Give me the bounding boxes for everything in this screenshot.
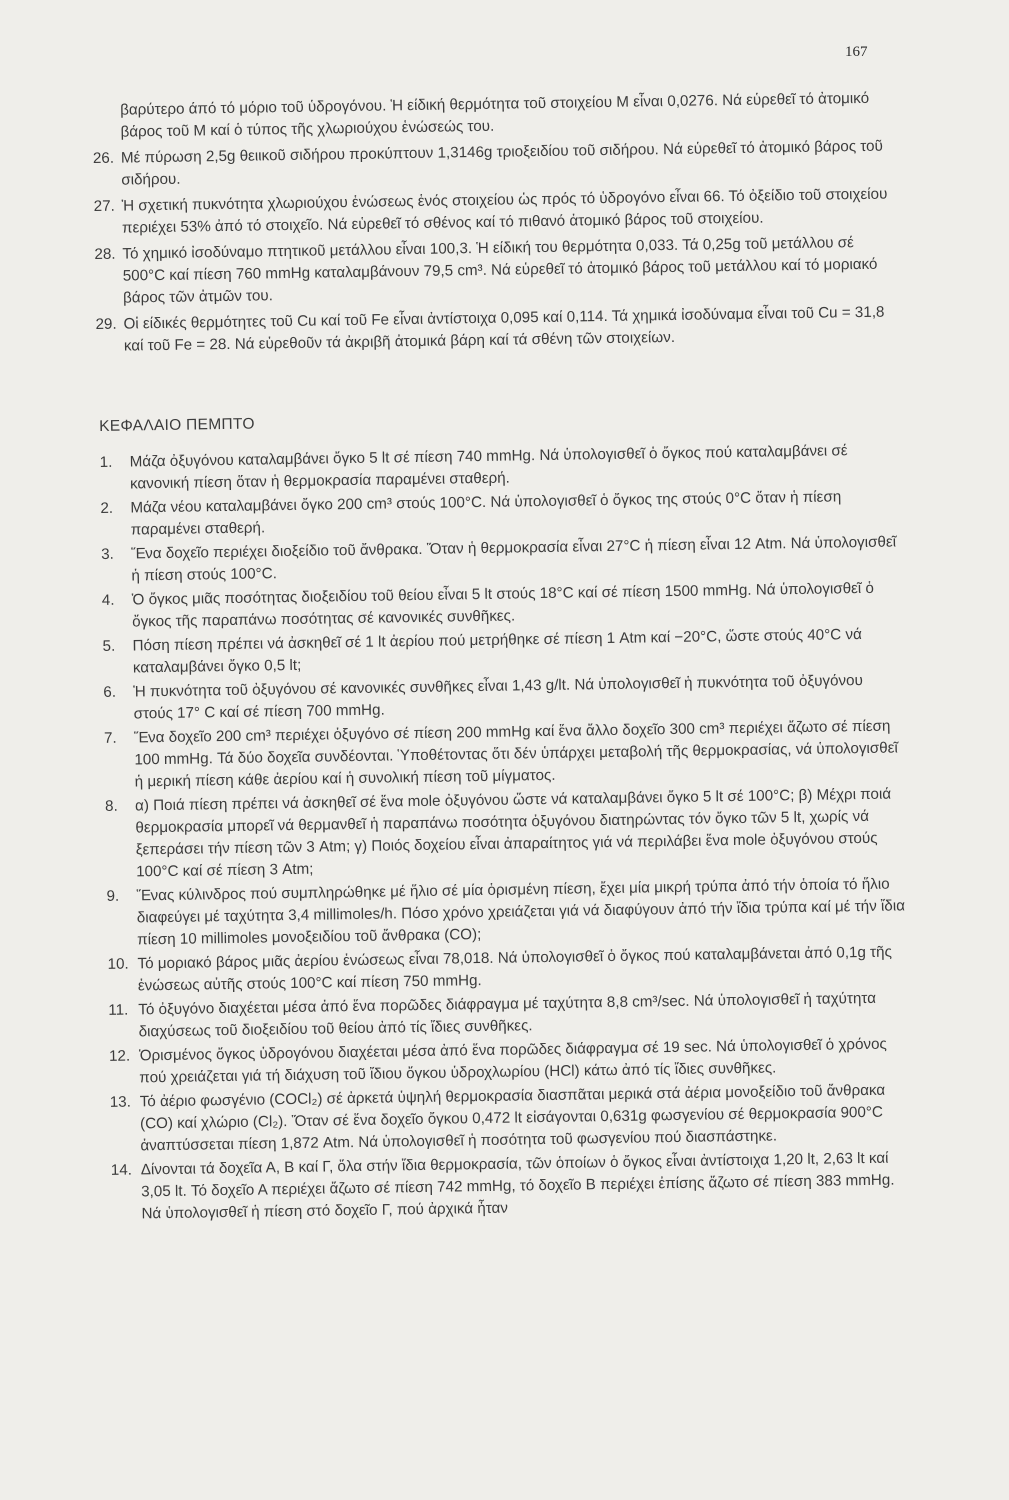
exercise-number: 26.: [92, 149, 115, 168]
exercise-text: α) Ποιά πίεση πρέπει νά ἀσκηθεῖ σέ ἕνα mole ὀξυγόνου ὥστε νά καταλαμβάνει ὄγκο 5 lt σέ 100°C; β) Μέχρι ποιά θερμοκρασία μπορεῖ νά θερμανθεῖ ἡ παραπάνω ποσότητα ὀξυγόνου διατηρώντας τόν ὄγκο τῶν 5 lt, χωρίς νά ξεπεράσει τήν πίεση τῶν 3 Atm; γ) Ποιός δοχείου εἶναι ἀπαραίτητος γιά νά περιλάβει ἕνα mole ὀξυγόνου στούς 100°C καί σέ πίεση 3 Atm;: [134, 785, 892, 881]
exercise-text: Δίνονται τά δοχεῖα Α, Β καί Γ, ὅλα στήν ἴδια θερμοκρασία, τῶν ὁποίων ὁ ὄγκος εἶναι ἀντίστοιχα 1,20 lt, 2,63 lt καί 3,05 lt. Τό δοχεῖο Α περιέχει ἄζωτο σέ πίεση 742 mmHg, τό δοχεῖο Β περιέχει ἐπίσης ἄζωτο σέ πίεση 383 mmHg. Νά ὑπολογισθεῖ ἡ πίεση στό δοχεῖο Γ, πού ἀρχικά ἦταν: [140, 1149, 895, 1223]
exercise-number: 12.: [108, 1047, 131, 1065]
exercise-number: 13.: [109, 1093, 132, 1111]
exercise-number: 2.: [100, 499, 114, 517]
chapter-heading: ΚΕΦΑΛΑΙΟ ΠΕΜΠΤΟ: [98, 415, 255, 435]
continued-paragraph: [94, 87, 895, 144]
exercise-text: Πόση πίεση πρέπει νά ἀσκηθεῖ σέ 1 lt ἀερίου πού μετρήθηκε σέ πίεση 1 Atm καί −20°C, ὥστε στούς 40°C νά καταλαμβάνει ὄγκο 0,5 lt;: [132, 626, 862, 677]
exercise-text: Ἕνα δοχεῖο περιέχει διοξείδιο τοῦ ἄνθρακα. Ὅταν ἡ θερμοκρασία εἶναι 27°C ἡ πίεση εἶναι 12 Atm. Νά ὑπολογισθεῖ ἡ πίεση στούς 100°C.: [131, 533, 897, 585]
exercise-list-chapter-four: [92, 135, 898, 358]
exercise-number: 3.: [101, 545, 114, 563]
exercise-text: Μάζα ὀξυγόνου καταλαμβάνει ὄγκο 5 lt σέ πίεση 740 mmHg. Νά ὑπολογισθεῖ ὁ ὄγκος πού καταλαμβάνει σέ κανονική πίεση ὅταν ἡ θερμοκρασία παραμένει σταθερή.: [129, 442, 848, 493]
exercise-item: [93, 183, 897, 240]
exercise-text: Μέ πύρωση 2,5g θειικοῦ σιδήρου προκύπτουν 1,3146g τριοξειδίου τοῦ σιδήρου. Νά εὑρεθεῖ τό ἀτομικό βάρος τοῦ σιδήρου.: [120, 137, 883, 189]
exercise-number: 1.: [99, 453, 113, 471]
exercise-number: 27.: [93, 197, 115, 216]
exercise-number: 29.: [95, 315, 117, 334]
exercise-text: Τό χημικό ἰσοδύναμο πτητικοῦ μετάλλου εἶναι 100,3. Ἡ είδική του θερμότητα 0,033. Τά 0,25g τοῦ μετάλλου σέ 500°C καί πίεση 760 mmHg καταλαμβάνουν 79,5 cm³. Νά εὑρεθεῖ τό ἀτομικό βάρος τοῦ μετάλλου καί τό μοριακό βάρος τῶν ἀτμῶν του.: [122, 234, 878, 307]
exercise-number: 4.: [101, 591, 115, 609]
exercise-number: 10.: [107, 955, 129, 973]
exercise-number: 28.: [94, 245, 116, 264]
exercise-number: 8.: [104, 797, 118, 815]
exercise-text: Ἡ πυκνότητα τοῦ ὀξυγόνου σέ κανονικές συνθῆκες εἶναι 1,43 g/lt. Νά ὑπολογισθεῖ ἡ πυκνότητα τοῦ ὀξυγόνου στούς 17° C καί σέ πίεση 700 mmHg.: [133, 671, 863, 723]
exercise-number: 5.: [102, 637, 116, 655]
exercise-number: 9.: [106, 887, 120, 905]
exercise-item: [96, 231, 897, 310]
exercise-text: Ὁ ὄγκος μιᾶς ποσότητας διοξειδίου τοῦ θείου εἶναι 5 lt στούς 18°C καί σέ πίεση 1500 mmHg. Νά ὑπολογισθεῖ ὁ ὄγκος τῆς παραπάνω ποσότητας σέ κανονικές συνθῆκες.: [131, 579, 875, 631]
exercise-list-chapter-five: [100, 439, 912, 1225]
exercise-text: Ὁρισμένος ὄγκος ὑδρογόνου διαχέεται μέσα ἀπό ἕνα πορῶδες διάφραγμα σέ 19 sec. Νά ὑπολογισθεῖ ὁ χρόνος πού χρειάζεται γιά τή διάχυση τοῦ ἴδιου ὄγκου ὑδροχλωρίου (HCl) κάτω ἀπό τίς ἴδιες συνθῆκες.: [138, 1035, 887, 1087]
exercise-item: [105, 783, 906, 884]
exercise-item: [111, 1147, 912, 1226]
page-number: 167: [845, 44, 868, 60]
exercise-number: 11.: [108, 1001, 129, 1019]
exercise-text: Ἕνα δοχεῖο 200 cm³ περιέχει ὀξυγόνο σέ πίεση 200 mmHg καί ἕνα ἄλλο δοχεῖο 300 cm³ περιέχει ἄζωτο σέ πίεση 100 mmHg. Τά δύο δοχεῖα συνδέονται. Ὑποθέτοντας ὅτι δέν ὑπάρχει μεταβολή τῆς θερμοκρασίας, νά ὑπολογισθεῖ ἡ μερική πίεση κάθε ἀερίου καί ἡ συνολική πίεση τοῦ μίγματος.: [133, 717, 898, 791]
exercise-item: [106, 873, 907, 952]
exercise-text: Τό ὀξυγόνο διαχέεται μέσα ἀπό ἕνα πορῶδες διάφραγμα μέ ταχύτητα 8,8 cm³/sec. Νά ὑπολογισθεῖ ἡ ταχύτητα διαχύσεως τοῦ διοξειδίου τοῦ θείου ἀπό τίς ἴδιες συνθῆκες.: [138, 989, 877, 1041]
exercise-text: Ἡ σχετική πυκνότητα χλωριούχου ἑνώσεως ἑνός στοιχείου ὡς πρός τό ὑδρογόνο εἶναι 66. Τό ὀξείδιο τοῦ στοιχείου περιέχει 53% ἀπό τό στοιχεῖο. Νά εὑρεθεῖ τό σθένος καί τό πιθανό ἀτομικό βάρος τοῦ στοιχείου.: [121, 185, 888, 237]
exercise-item: [92, 135, 896, 192]
exercise-number: 6.: [103, 683, 117, 701]
exercise-number: 14.: [110, 1161, 133, 1179]
exercise-text: Τό μοριακό βάρος μιᾶς ἀερίου ἑνώσεως εἶναι 78,018. Νά ὑπολογισθεῖ ὁ ὄγκος πού καταλαμβάνεται ἀπό 0,1g τῆς ἑνώσεως αὐτῆς στούς 100°C καί πίεση 750 mmHg.: [137, 943, 892, 995]
exercise-item: [97, 301, 898, 358]
exercise-item: [104, 715, 905, 794]
exercise-text: Οἱ είδικές θερμότητες τοῦ Cu καί τοῦ Fe εἶναι ἀντίστοιχα 0,095 καί 0,114. Τά χημικά ἰσοδύναμα εἶναι τοῦ Cu = 31,8 καί τοῦ Fe = 28. Νά εὑρεθοῦν τά ἀκριβῆ ἀτομικά βάρη καί τά σθένη τῶν στοιχείων.: [123, 303, 885, 355]
page-content: [94, 87, 912, 1227]
exercise-text: Τό ἀέριο φωσγένιο (COCl₂) σέ ἀρκετά ὑψηλή θερμοκρασία διασπᾶται μερικά στά ἀέρια μονοξείδιο τοῦ ἄνθρακα (CO) καί χλώριο (Cl₂). Ὅταν σέ ἕνα δοχεῖο ὄγκου 0,472 lt εἰσάγονται 0,631g φωσγενίου σέ θερμοκρασία 900°C ἀναπτύσσεται πίεση 1,872 Atm. Νά ὑπολογισθεῖ ἡ ποσότητα τοῦ φωσγενίου πού διασπάστηκε.: [139, 1081, 886, 1155]
exercise-text: Ἕνας κύλινδρος πού συμπληρώθηκε μέ ἥλιο σέ μία ὁρισμένη πίεση, ἔχει μία μικρή τρύπα ἀπό τήν ὁποία τό ἥλιο διαφεύγει μέ ταχύτητα 3,4 millimoles/h. Πόσο χρόνο χρειάζεται γιά νά διαφύγουν ἀπό τήν ἴδια τρύπα καί μέ τήν ἴδια πίεση 10 millimoles μονοξειδίου τοῦ ἄνθρακα (CO);: [136, 875, 906, 949]
paragraph-text: βαρύτερο άπό τό μόριο τοῦ ὑδρογόνου. Ἡ είδική θερμότητα τοῦ στοιχείου Μ εἶναι 0,0276. Νά εὑρεθεῖ τό ἀτομικό βάρος τοῦ Μ καί ὁ τύπος τῆς χλωριούχου ἑνώσεώς του.: [120, 89, 870, 141]
exercise-number: 7.: [103, 729, 117, 747]
exercise-text: Μάζα νέου καταλαμβάνει ὄγκο 200 cm³ στούς 100°C. Νά ὑπολογισθεῖ ὁ ὄγκος της στούς 0°C ὅταν ἡ πίεση παραμένει σταθερή.: [130, 488, 842, 539]
exercise-item: [110, 1079, 911, 1158]
